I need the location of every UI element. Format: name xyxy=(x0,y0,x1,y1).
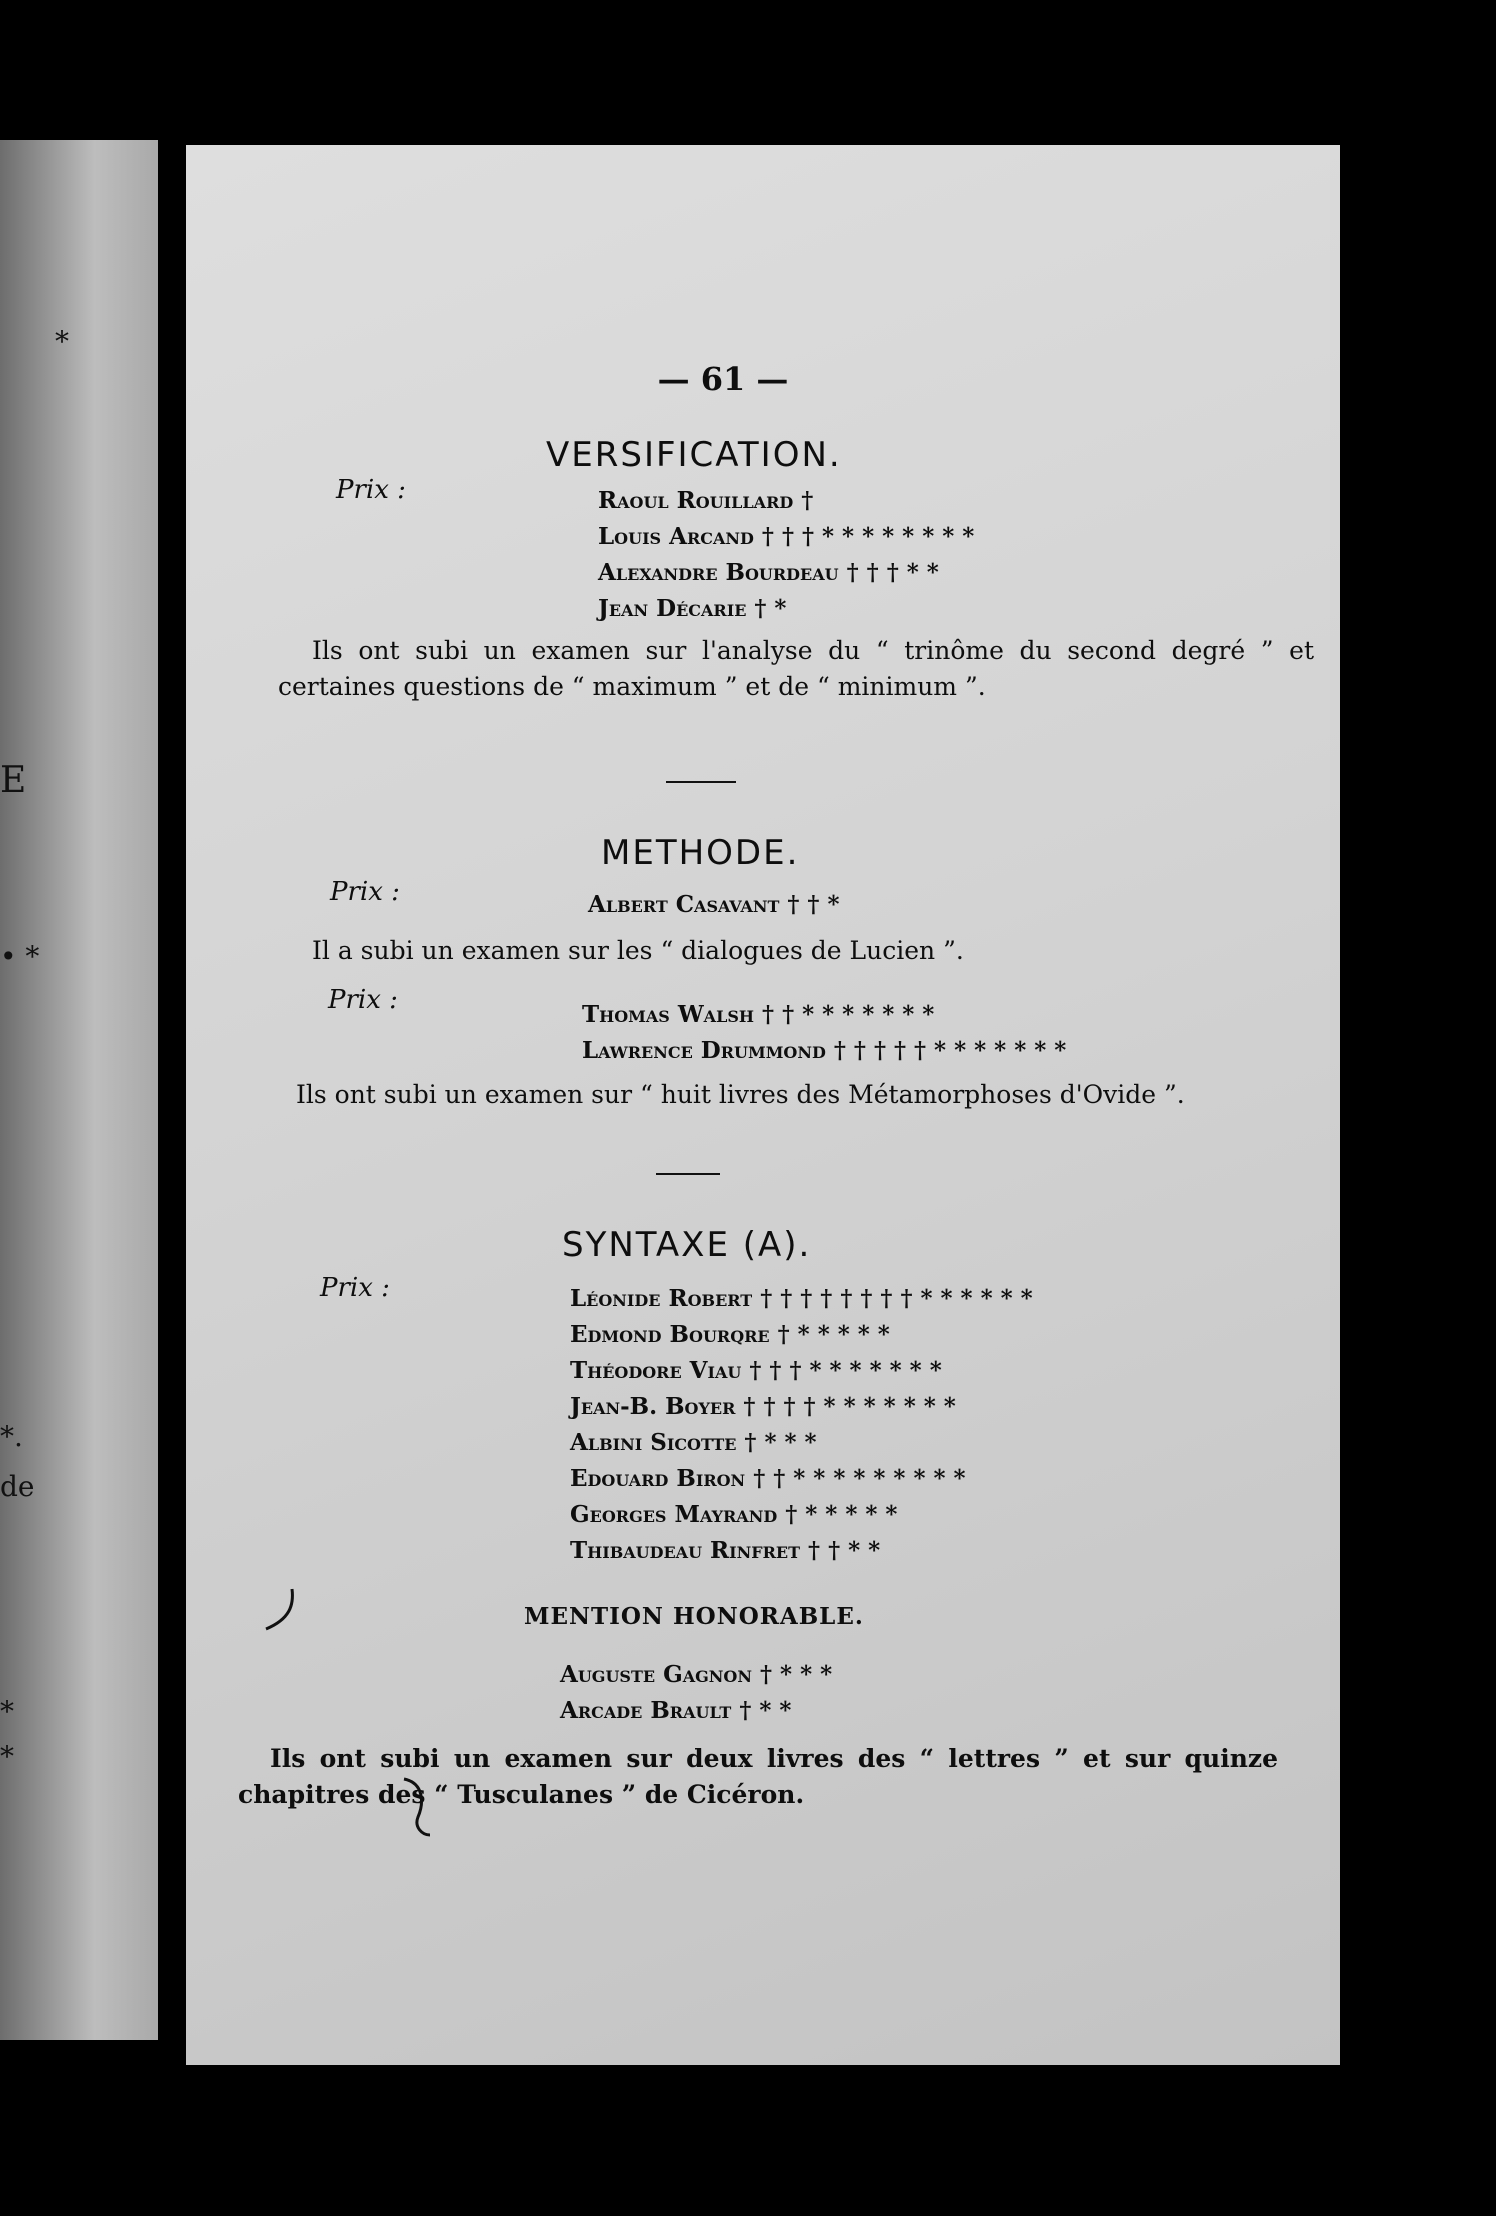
facing-page-fragment: de xyxy=(0,1470,35,1503)
laureate-name: Thomas Walsh † † * * * * * * * xyxy=(582,1001,935,1028)
laureate-name: Lawrence Drummond † † † † † * * * * * * * xyxy=(582,1037,1067,1064)
facing-page xyxy=(0,140,158,2040)
laureate-name: Thibaudeau Rinfret † † * * xyxy=(570,1537,881,1564)
laureate-name: Edouard Biron † † * * * * * * * * * xyxy=(570,1465,966,1492)
pencil-check-mark xyxy=(262,1585,302,1635)
book-page xyxy=(186,145,1340,2065)
honorable-mention-name: Auguste Gagnon † * * * xyxy=(560,1661,833,1688)
facing-page-fragment: * xyxy=(0,1695,14,1728)
laureate-name: Théodore Viau † † † * * * * * * * xyxy=(570,1357,942,1384)
laureate-name: Albini Sicotte † * * * xyxy=(570,1429,817,1456)
page-number: — 61 — xyxy=(657,360,789,398)
laureate-name: Albert Casavant † † * xyxy=(588,891,840,918)
prix-label: Prix : xyxy=(336,475,406,505)
exam-description: Il a subi un examen sur les “ dialogues de Lucien ”. xyxy=(312,936,964,965)
exam-description: Ils ont subi un examen sur deux livres des “ lettres ” et sur quinze chapitres des “ Tusculanes ” de Cicéron. xyxy=(238,1744,1278,1809)
pencil-bracket-mark xyxy=(400,1773,450,1843)
prix-label: Prix : xyxy=(328,985,398,1015)
laureate-name: Léonide Robert † † † † † † † † * * * * * * xyxy=(570,1285,1033,1312)
section-heading-syntaxe: SYNTAXE (A). xyxy=(562,1225,812,1265)
prix-label: Prix : xyxy=(320,1273,390,1303)
laureate-name: Louis Arcand † † † * * * * * * * * xyxy=(598,523,975,550)
exam-description: Ils ont subi un examen sur l'analyse du “ trinôme du second degré ” et certaines questions de “ maximum ” et de “ minimum ”. xyxy=(278,636,1314,701)
laureate-name: Georges Mayrand † * * * * * xyxy=(570,1501,898,1528)
facing-page-fragment: • * xyxy=(0,940,40,973)
section-divider xyxy=(656,1173,720,1175)
honorable-mention-name: Arcade Brault † * * xyxy=(560,1697,792,1724)
section-divider xyxy=(666,781,736,783)
facing-page-fragment: E xyxy=(0,760,27,801)
laureate-name: Alexandre Bourdeau † † † * * xyxy=(598,559,939,586)
mention-heading: MENTION HONORABLE. xyxy=(524,1603,864,1630)
laureate-name: Raoul Rouillard † xyxy=(598,487,814,514)
laureate-name: Jean Décarie † * xyxy=(598,595,787,622)
laureate-name: Jean-B. Boyer † † † † * * * * * * * xyxy=(570,1393,956,1420)
prix-label: Prix : xyxy=(330,877,400,907)
exam-description: Ils ont subi un examen sur “ huit livres des Métamorphoses d'Ovide ”. xyxy=(296,1080,1185,1109)
section-heading-methode: METHODE. xyxy=(601,833,800,873)
facing-page-fragment: * xyxy=(0,1740,14,1773)
facing-page-fragment: *. xyxy=(0,1420,23,1453)
book-gutter xyxy=(158,140,186,2040)
laureate-name: Edmond Bourqre † * * * * * xyxy=(570,1321,890,1348)
facing-page-fragment: * xyxy=(55,325,69,358)
section-heading-versification: VERSIFICATION. xyxy=(546,435,842,475)
